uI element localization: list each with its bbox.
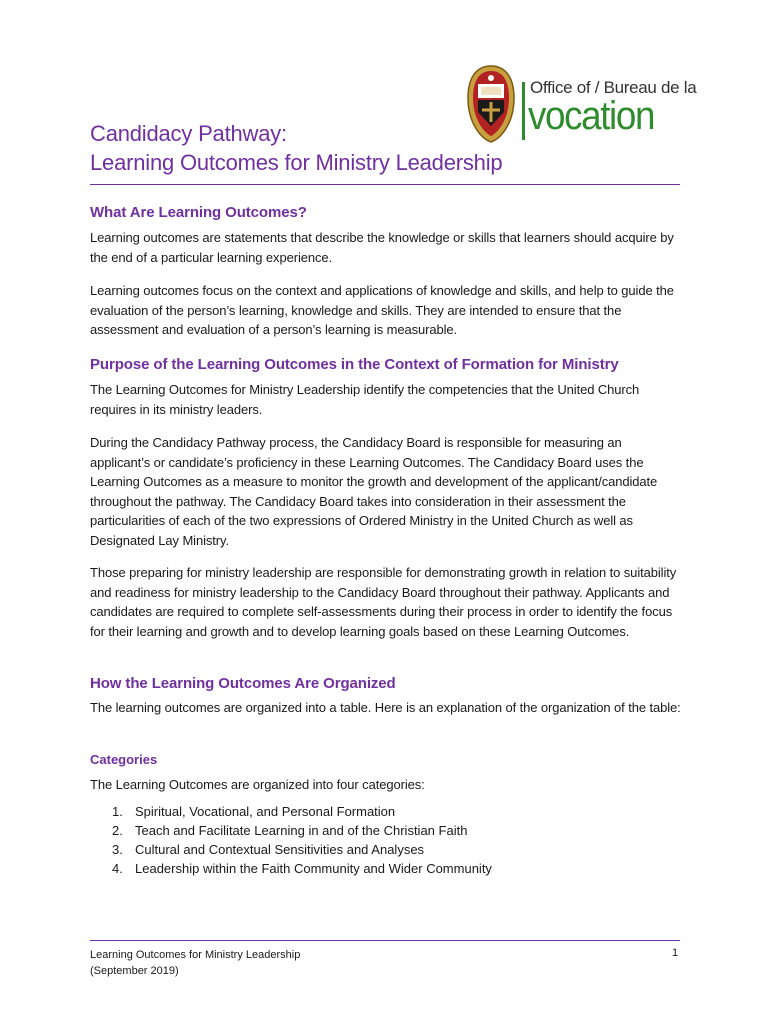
footer-document-title: Learning Outcomes for Ministry Leadership	[90, 949, 301, 961]
footer-date: (September 2019)	[90, 965, 179, 977]
heading-what-are-outcomes: What Are Learning Outcomes?	[90, 204, 307, 221]
list-item-number: 3.	[112, 842, 123, 857]
list-item	[90, 821, 680, 840]
heading-organized: How the Learning Outcomes Are Organized	[90, 675, 396, 692]
list-item-number: 4.	[112, 861, 123, 876]
footer-divider	[90, 940, 680, 941]
title-divider	[90, 184, 680, 185]
paragraph-purpose-1: The Learning Outcomes for Ministry Leadership identify the competencies that the United Church requires in its ministry leaders.	[90, 382, 640, 417]
paragraph-categories: The Learning Outcomes are organized into four categories:	[90, 777, 425, 792]
footer	[90, 947, 300, 979]
title-line-1: Candidacy Pathway:	[90, 121, 287, 146]
list-item-text: Teach and Facilitate Learning in and of the Christian Faith	[135, 823, 468, 838]
title-line-2: Learning Outcomes for Ministry Leadership	[90, 150, 503, 175]
paragraph-purpose-3: Those preparing for ministry leadership are responsible for demonstrating growth in relation to suitability and readiness for ministry leadership to the Candidacy Board throughout their pathway. Applicants and candidates are required to complete self-assessments during their process in order to identify the focus for their learning and growth and to develop learning goals based on these Learning Outcomes.	[90, 565, 677, 639]
list-item-text: Spiritual, Vocational, and Personal Formation	[135, 804, 396, 819]
logo-vocation-text: vocation	[528, 94, 655, 138]
list-item	[90, 859, 680, 878]
list-item-text: Cultural and Contextual Sensitivities and Analyses	[135, 842, 425, 857]
paragraph-what-1: Learning outcomes are statements that describe the knowledge or skills that learners should acquire by the end of a particular learning experience.	[90, 230, 674, 265]
categories-list	[90, 802, 680, 878]
subheading-categories: Categories	[90, 752, 158, 767]
page-number: 1	[672, 947, 679, 959]
list-item-number: 1.	[112, 804, 123, 819]
paragraph-what-2: Learning outcomes focus on the context and applications of knowledge and skills, and help to guide the evaluation of the person’s learning, knowledge and skills. They are intended to ensure that the assessment and evaluation of a person’s learning is measurable.	[90, 283, 674, 337]
logo-office-text: Office of / Bureau de la	[530, 78, 697, 97]
paragraph-organized-1: The learning outcomes are organized into a table. Here is an explanation of the organization of the table:	[90, 700, 681, 715]
paragraph-purpose-2: During the Candidacy Pathway process, the Candidacy Board is responsible for measuring an applicant’s or candidate’s proficiency in these Learning Outcomes. The Candidacy Board uses the Learning Outcomes as a measure to monitor the growth and development of the applicant/candidate throughout the pathway. The Candidacy Board takes into consideration in their assessment the particularities of each of the two expressions of Ordered Ministry in the United Church as well as Designated Lay Ministry.	[90, 435, 658, 548]
page-title	[90, 119, 650, 177]
list-item-text: Leadership within the Faith Community and Wider Community	[135, 861, 492, 876]
list-item-number: 2.	[112, 823, 123, 838]
list-item	[90, 840, 680, 859]
heading-purpose: Purpose of the Learning Outcomes in the Context of Formation for Ministry	[90, 356, 619, 373]
list-item	[90, 802, 680, 821]
